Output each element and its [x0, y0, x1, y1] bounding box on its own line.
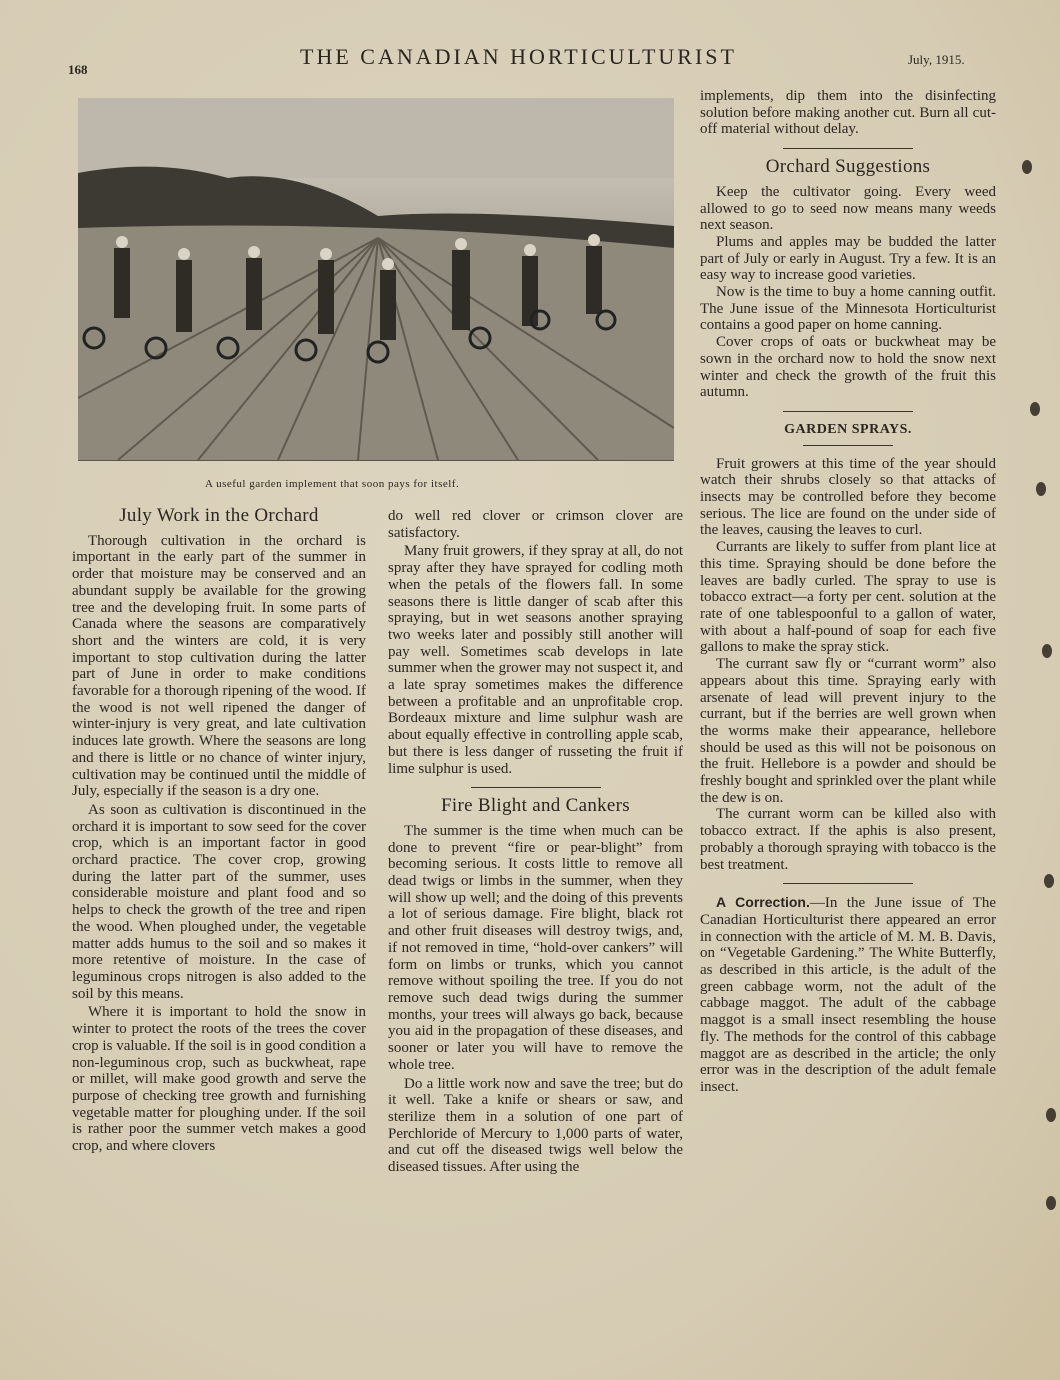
paragraph: The currant worm can be killed also with tobacco extract. If the aphis is also present, probably a thorough spraying with tobacco is the best treatment.: [700, 806, 996, 873]
paragraph: Keep the cultivator going. Every weed allowed to go to seed now means many weeds next season.: [700, 183, 996, 234]
page-stain: [1022, 160, 1032, 174]
issue-date: July, 1915.: [908, 52, 965, 67]
article-heading-garden-sprays: GARDEN SPRAYS.: [784, 421, 912, 437]
paragraph: As soon as cultivation is discontinued in the orchard it is important to sow seed for the cover crop, which is an important factor in good orchard practice. The cover crop, growing during the latter part of the summer, uses considerable moisture and plant food and so helps to check the growth of the tree and ripen the wood. When ploughed under, the vegetable matter adds humus to the soil and so makes it more retentive of moisture. In the case of leguminous crops nitrogen is also added to the soil by this means.: [72, 801, 366, 1002]
paragraph: The currant saw fly or “currant worm” also appears about this time. Spraying early with arsenate of lead will prevent injury to the currant, but if the berries are well grown when the worms make their appearance, hellebore should be used as this will not be poisonous on the fruit. Hellebore is a powder and should be freshly bought and sprinkled over the plant while the dew is on.: [700, 656, 996, 806]
field-cultivation-photo: [78, 98, 674, 461]
article-heading-july-work: July Work in the Orchard: [119, 505, 319, 526]
article-heading-orchard-suggestions: Orchard Suggestions: [765, 156, 931, 178]
paragraph: Do a little work now and save the tree; but do it well. Take a knife or shears or saw, and sterilize them in a solution of one part of Perchloride of Mercury to 1,000 parts of water, and cut off the diseased twigs well below the diseased tissues. After using the: [388, 1075, 683, 1176]
column-right: [700, 88, 996, 1096]
page-stain: [1044, 874, 1054, 888]
correction-lead: A Correction.: [716, 894, 810, 911]
column-left: [72, 505, 366, 1155]
paragraph: Now is the time to buy a home canning outfit. The June issue of the Minnesota Horticulturist contains a good paper on home canning.: [700, 284, 996, 334]
paragraph: The summer is the time when much can be done to prevent “fire or pear-blight” from becoming serious. It costs little to remove all dead twigs or limbs in the summer, when they will show up well; and the doing of this prevents a lot of serious damage. Fire blight, black rot and other fruit diseases will destroy twigs, and, if not removed in time, “hold-over cankers” will form on limbs or trunks, which you cannot remove without spoiling the tree. If you do not remove such dead twigs during the summer months, your trees will always go back, because you aid in the propagation of these diseases, and sooner or later you will have to remove the whole tree.: [388, 822, 683, 1073]
paragraph: Fruit growers at this time of the year should watch their shrubs closely so that attacks of insects may be controlled before they become serious. The lice are found on the under side of the leaves, causing the leaves to curl.: [700, 455, 996, 539]
correction-paragraph: [700, 894, 996, 1095]
page-stain: [1046, 1196, 1056, 1210]
paragraph: Many fruit growers, if they spray at all, do not spray after they have sprayed for codling moth when the petals of the flowers fall. In some seasons there is little danger of scab after this spraying, but in wet seasons another spraying two weeks later and possibly still another will pay well. Sometimes scab develops in late summer when the grower may not suspect it, and a late spray sometimes makes the difference between a profitable and an unprofitable crop. Bordeaux mixture and lime sulphur wash are about equally effective in controlling apple scab, but there is less danger of russeting the fruit if lime sulphur is used.: [388, 543, 683, 777]
section-divider: [783, 148, 913, 149]
magazine-title: THE CANADIAN HORTICULTURIST: [300, 44, 737, 69]
paragraph: implements, dip them into the disinfecting solution before making another cut. Burn all cut-off material without delay.: [700, 88, 996, 138]
page-stain: [1036, 482, 1046, 496]
page-number: 168: [68, 62, 88, 77]
page-stain: [1046, 1108, 1056, 1122]
section-divider: [803, 445, 893, 446]
section-divider: [783, 883, 913, 884]
page-stain: [1030, 402, 1040, 416]
column-middle: [388, 508, 683, 1176]
paragraph: do well red clover or crimson clover are satisfactory.: [388, 508, 683, 541]
photo-caption: A useful garden implement that soon pays for itself.: [205, 478, 460, 490]
paragraph: Currants are likely to suffer from plant lice at this time. Spraying should be done before the leaves are badly curled. The spray to use is tobacco extract—a forty per cent. solution at the rate of one tablespoonful to a gallon of water, with about a half-pound of soap for each five gallons to make the spray stick.: [700, 539, 996, 656]
correction-body: —In the June issue of The Canadian Horticulturist there appeared an error in connection with the article of M. M. B. Davis, on “Vegetable Gardening.” The White Butterfly, as described in this article, is the adult of the green cabbage worm, not the adult of the cabbage maggot. The adult of the cabbage maggot is a small insect resembling the house fly. The methods for the control of this cabbage maggot are as described in the article; the only error was in the description of the adult female insect.: [700, 895, 996, 1095]
section-divider: [471, 787, 601, 788]
paragraph: Cover crops of oats or buckwheat may be sown in the orchard now to hold the snow next winter and check the growth of the fruit this autumn.: [700, 334, 996, 401]
paragraph: Thorough cultivation in the orchard is important in the early part of the summer in order that moisture may be conserved and an abundant supply be available for the growing tree and the developing fruit. In some parts of Canada where the seasons are comparatively short and the winters are cold, it is very important to stop cultivation during the latter part of June in order to make conditions favorable for a thorough ripening of the wood. If the wood is not well ripened the danger of winter-injury is very great, and late cultivation induces late growth. Where the seasons are long and there is little or no chance of winter injury, cultivation may be continued until the middle of July, especially if the season is a dry one.: [72, 532, 366, 800]
article-heading-fire-blight: Fire Blight and Cankers: [441, 795, 630, 817]
photo-illustration: [78, 98, 674, 460]
section-divider: [783, 411, 913, 412]
page-stain: [1042, 644, 1052, 658]
paragraph: Where it is important to hold the snow in winter to protect the roots of the trees the cover crop is valuable. If the soil is in good condition a non-leguminous crop, such as buckwheat, rape or millet, will make good growth and serve the purpose of checking tree growth and furnishing vegetable matter for ploughing under. If the soil is rather poor the summer vetch makes a good crop, and where clovers: [72, 1004, 366, 1155]
paragraph: Plums and apples may be budded the latter part of July or early in August. Try a few. It is an easy way to increase good varieties.: [700, 233, 996, 284]
